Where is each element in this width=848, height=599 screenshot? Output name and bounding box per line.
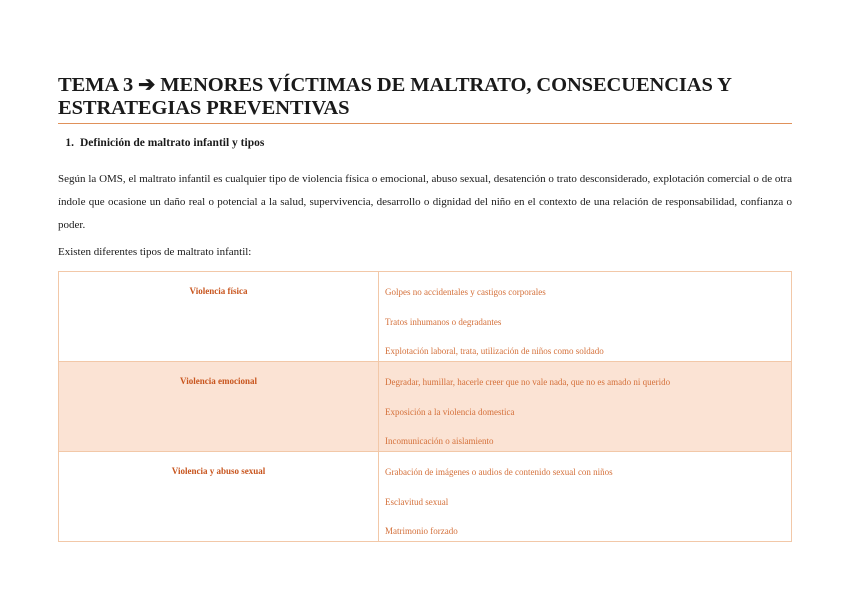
section-heading	[58, 137, 264, 149]
definition-paragraph: Según la OMS, el maltrato infantil es cualquier tipo de violencia física o emocional, abuso sexual, desatención o trato desconsiderado, explotación comercial o de otra índole que ocasione un daño real o potencial a la salud, supervivencia, desarrollo o dignidad del niño en el contexto de una relación de responsabilidad, confianza o poder.	[58, 173, 792, 231]
items-cell	[379, 452, 792, 542]
items-cell	[379, 272, 792, 362]
list-item: Golpes no accidentales y castigos corporales	[385, 287, 546, 297]
list-item: Matrimonio forzado	[385, 526, 458, 536]
list-item: Explotación laboral, trata, utilización de niños como soldado	[385, 346, 604, 356]
list-item: Incomunicación o aislamiento	[385, 436, 494, 446]
maltreatment-types-table	[58, 271, 792, 542]
list-item: Degradar, humillar, hacerle creer que no vale nada, que no es amado ni querido	[385, 377, 671, 387]
category-cell: Violencia y abuso sexual	[59, 452, 379, 542]
category-cell: Violencia física	[59, 272, 379, 362]
table-row	[59, 452, 792, 542]
category-cell: Violencia emocional	[59, 362, 379, 452]
items-cell	[379, 362, 792, 452]
table-row	[59, 362, 792, 452]
intro-text: Existen diferentes tipos de maltrato infantil:	[58, 246, 252, 258]
title-divider	[58, 123, 792, 124]
section-number: 1.	[65, 137, 74, 149]
list-item: Esclavitud sexual	[385, 496, 449, 507]
page-title: TEMA 3 ➔ MENORES VÍCTIMAS DE MALTRATO, CONSECUENCIAS Y ESTRATEGIAS PREVENTIVAS	[58, 74, 732, 119]
table-row	[59, 272, 792, 362]
list-item: Tratos inhumanos o degradantes	[385, 316, 502, 327]
list-item: Exposición a la violencia domestica	[385, 406, 515, 417]
section-heading-text: Definición de maltrato infantil y tipos	[80, 137, 265, 149]
list-item: Grabación de imágenes o audios de contenido sexual con niños	[385, 467, 613, 477]
